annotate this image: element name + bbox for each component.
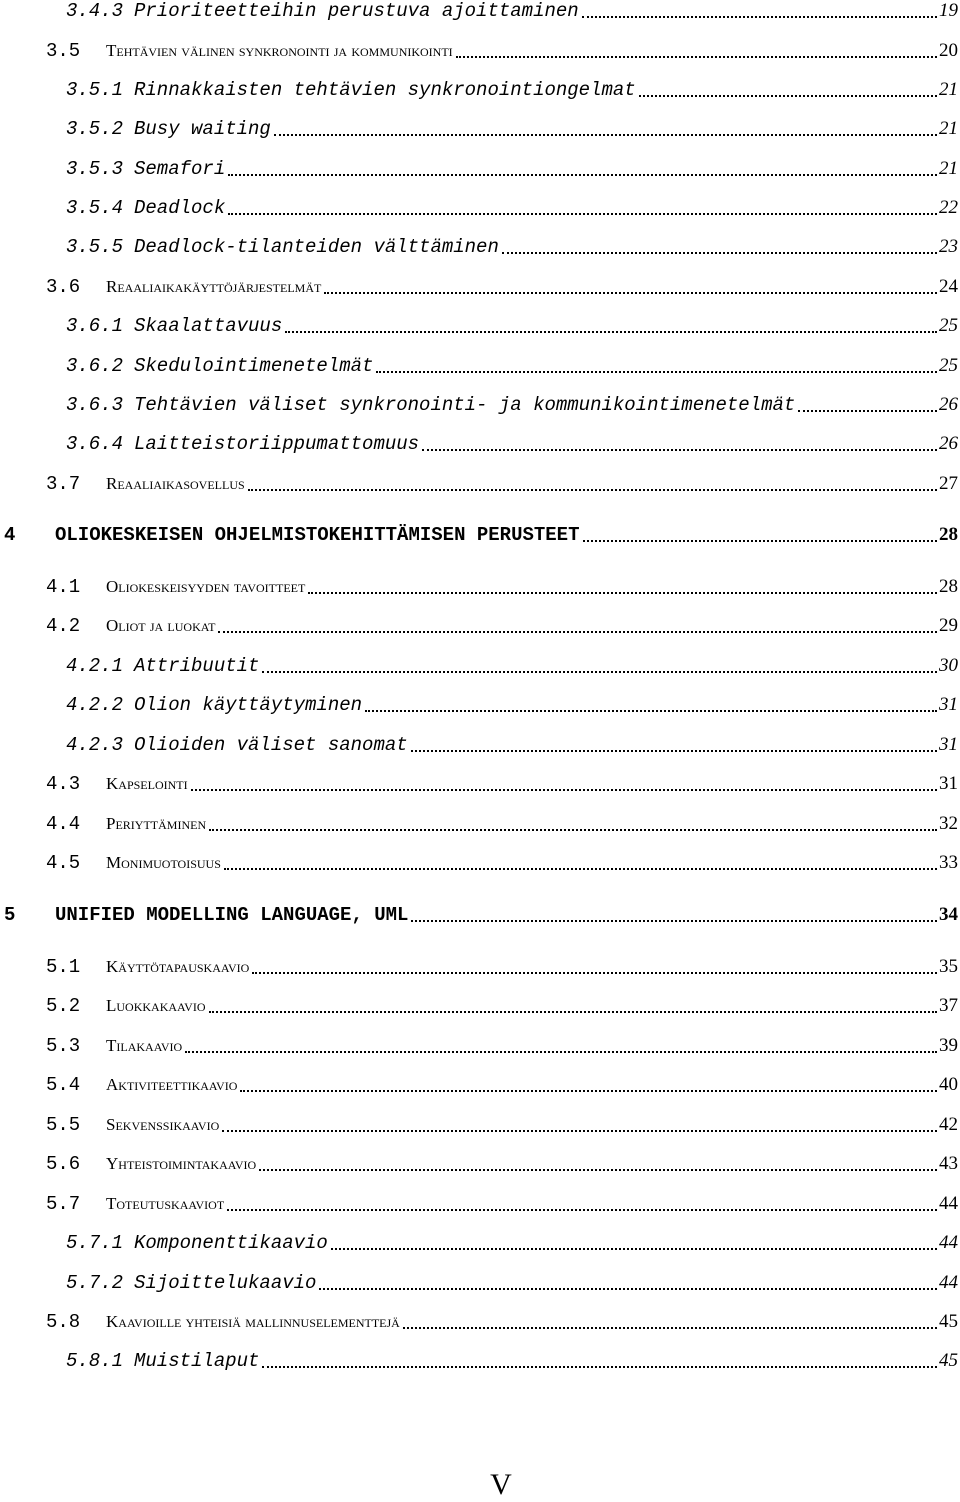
toc-dot-leader bbox=[259, 1169, 937, 1171]
toc-entry[interactable] bbox=[0, 686, 958, 716]
toc-entry-title: Oliokeskeisyyden tavoitteet bbox=[106, 577, 306, 596]
toc-entry-title: Muistilaput bbox=[134, 1350, 260, 1372]
toc-entry-title: Komponenttikaavio bbox=[134, 1232, 328, 1254]
toc-entry-title: Skedulointimenetelmät bbox=[134, 355, 374, 377]
toc-entry[interactable] bbox=[0, 896, 958, 926]
toc-entry-number: 5.5 bbox=[46, 1114, 81, 1136]
toc-entry-number: 5.1 bbox=[46, 956, 81, 978]
toc-dot-leader bbox=[227, 1209, 937, 1211]
toc-entry-number: 5.8 bbox=[46, 1311, 81, 1333]
toc-entry-title: Periyttäminen bbox=[106, 814, 207, 833]
toc-entry-page: 19 bbox=[939, 0, 958, 21]
toc-entry-page: 23 bbox=[939, 236, 958, 257]
toc-dot-leader bbox=[248, 489, 937, 491]
toc-entry[interactable] bbox=[0, 1027, 958, 1057]
toc-entry-number: 3.5.5 bbox=[66, 236, 124, 258]
toc-entry[interactable] bbox=[0, 1303, 958, 1333]
toc-entry-number: 3.6.1 bbox=[66, 315, 124, 337]
toc-entry-number: 5.3 bbox=[46, 1035, 81, 1057]
toc-entry-number: 4 bbox=[4, 524, 16, 546]
toc-dot-leader bbox=[798, 410, 937, 412]
toc-entry-number: 3.4.3 bbox=[66, 0, 124, 22]
toc-entry-page: 39 bbox=[939, 1035, 958, 1056]
toc-entry[interactable] bbox=[0, 425, 958, 455]
toc-entry-number: 5.2 bbox=[46, 995, 81, 1017]
toc-entry-page: 22 bbox=[939, 197, 958, 218]
toc-dot-leader bbox=[228, 174, 937, 176]
toc-entry-page: 28 bbox=[939, 524, 958, 545]
toc-dot-leader bbox=[411, 920, 937, 922]
toc-dot-leader bbox=[403, 1327, 937, 1329]
toc-entry-title: Toteutuskaaviot bbox=[106, 1194, 225, 1213]
toc-entry-number: 3.6.2 bbox=[66, 355, 124, 377]
toc-entry-title: UNIFIED MODELLING LANGUAGE, UML bbox=[55, 904, 409, 926]
toc-entry-title: Luokkakaavio bbox=[106, 996, 206, 1015]
toc-entry-number: 5.4 bbox=[46, 1074, 81, 1096]
toc-entry-title: Aktiviteettikaavio bbox=[106, 1075, 238, 1094]
toc-entry-number: 5.7.1 bbox=[66, 1232, 124, 1254]
toc-entry-page: 33 bbox=[939, 852, 958, 873]
toc-entry[interactable] bbox=[0, 647, 958, 677]
toc-entry[interactable] bbox=[0, 268, 958, 298]
toc-entry-page: 44 bbox=[939, 1272, 958, 1293]
toc-entry-number: 3.5.2 bbox=[66, 118, 124, 140]
toc-entry-page: 43 bbox=[939, 1153, 958, 1174]
page-number: V bbox=[490, 1468, 512, 1501]
toc-entry[interactable] bbox=[0, 386, 958, 416]
toc-entry-page: 37 bbox=[939, 995, 958, 1016]
toc-entry-number: 3.7 bbox=[46, 473, 81, 495]
toc-entry-number: 3.5.3 bbox=[66, 158, 124, 180]
toc-entry-title: Sekvenssikaavio bbox=[106, 1115, 220, 1134]
toc-entry[interactable] bbox=[0, 150, 958, 180]
toc-entry-title: Prioriteetteihin perustuva ajoittaminen bbox=[134, 0, 579, 22]
toc-entry[interactable] bbox=[0, 1185, 958, 1215]
toc-dot-leader bbox=[422, 449, 937, 451]
toc-entry-title: Skaalattavuus bbox=[134, 315, 283, 337]
toc-entry-page: 26 bbox=[939, 433, 958, 454]
toc-entry[interactable] bbox=[0, 948, 958, 978]
toc-entry-page: 44 bbox=[939, 1193, 958, 1214]
toc-entry-number: 4.4 bbox=[46, 813, 81, 835]
toc-entry-title: Yhteistoimintakaavio bbox=[106, 1154, 257, 1173]
toc-entry-number: 3.5.4 bbox=[66, 197, 124, 219]
toc-entry-title: Oliot ja luokat bbox=[106, 616, 216, 635]
toc-dot-leader bbox=[365, 710, 937, 712]
toc-entry-page: 24 bbox=[939, 276, 958, 297]
toc-entry-number: 3.6.3 bbox=[66, 394, 124, 416]
toc-entry[interactable] bbox=[0, 0, 958, 22]
toc-dot-leader bbox=[456, 56, 937, 58]
toc-entry-number: 3.5 bbox=[46, 40, 81, 62]
toc-entry-number: 4.2 bbox=[46, 615, 81, 637]
toc-entry-page: 26 bbox=[939, 394, 958, 415]
toc-dot-leader bbox=[582, 16, 937, 18]
toc-entry-page: 25 bbox=[939, 315, 958, 336]
toc-entry[interactable] bbox=[0, 568, 958, 598]
toc-entry[interactable] bbox=[0, 805, 958, 835]
toc-entry[interactable] bbox=[0, 347, 958, 377]
toc-dot-leader bbox=[262, 671, 937, 673]
toc-dot-leader bbox=[185, 1051, 937, 1053]
toc-entry-page: 32 bbox=[939, 813, 958, 834]
toc-entry-page: 45 bbox=[939, 1311, 958, 1332]
toc-entry-title: Kaavioille yhteisiä mallinnuselementtejä bbox=[106, 1312, 400, 1331]
toc-dot-leader bbox=[285, 331, 937, 333]
toc-entry-page: 45 bbox=[939, 1350, 958, 1371]
toc-entry-title: Tehtävien välinen synkronointi ja kommunikointi bbox=[106, 41, 453, 60]
toc-dot-leader bbox=[252, 972, 937, 974]
toc-entry-number: 4.3 bbox=[46, 773, 81, 795]
toc-entry[interactable] bbox=[0, 1066, 958, 1096]
toc-entry-number: 3.5.1 bbox=[66, 79, 124, 101]
toc-dot-leader bbox=[324, 292, 937, 294]
toc-dot-leader bbox=[639, 95, 937, 97]
toc-entry-page: 30 bbox=[939, 655, 958, 676]
toc-entry-title: Monimuotoisuus bbox=[106, 853, 221, 872]
toc-entry-number: 4.2.3 bbox=[66, 734, 124, 756]
toc-dot-leader bbox=[376, 371, 937, 373]
toc-entry-page: 29 bbox=[939, 615, 958, 636]
toc-entry-page: 21 bbox=[939, 118, 958, 139]
toc-entry[interactable] bbox=[0, 465, 958, 495]
toc-entry-number: 5.7.2 bbox=[66, 1272, 124, 1294]
toc-entry-page: 35 bbox=[939, 956, 958, 977]
toc-entry-title: Sijoittelukaavio bbox=[134, 1272, 317, 1294]
toc-entry-page: 21 bbox=[939, 158, 958, 179]
toc-dot-leader bbox=[222, 1130, 937, 1132]
toc-entry[interactable] bbox=[0, 1106, 958, 1136]
toc-entry-page: 44 bbox=[939, 1232, 958, 1253]
toc-entry-title: Tilakaavio bbox=[106, 1036, 183, 1055]
toc-dot-leader bbox=[274, 134, 937, 136]
toc-entry-page: 25 bbox=[939, 355, 958, 376]
toc-entry-title: OLIOKESKEISEN OHJELMISTOKEHITTÄMISEN PERUSTEET bbox=[55, 524, 580, 546]
toc-dot-leader bbox=[209, 829, 937, 831]
toc-entry-number: 3.6 bbox=[46, 276, 81, 298]
toc-entry-number: 5.8.1 bbox=[66, 1350, 124, 1372]
toc-dot-leader bbox=[218, 631, 937, 633]
toc-entry-page: 31 bbox=[939, 773, 958, 794]
toc-entry-number: 5.6 bbox=[46, 1153, 81, 1175]
toc-entry[interactable] bbox=[0, 1264, 958, 1294]
toc-entry-number: 4.1 bbox=[46, 576, 81, 598]
toc-entry[interactable] bbox=[0, 1224, 958, 1254]
toc-entry[interactable] bbox=[0, 189, 958, 219]
toc-entry-title: Tehtävien väliset synkronointi- ja kommunikointimenetelmät bbox=[134, 394, 796, 416]
toc-entry-page: 40 bbox=[939, 1074, 958, 1095]
toc-entry-title: Käyttötapauskaavio bbox=[106, 957, 250, 976]
toc-entry-title: Busy waiting bbox=[134, 118, 271, 140]
toc-entry-number: 5 bbox=[4, 904, 16, 926]
toc-entry-title: Deadlock-tilanteiden välttäminen bbox=[134, 236, 499, 258]
toc-entry[interactable] bbox=[0, 110, 958, 140]
toc-entry[interactable] bbox=[0, 228, 958, 258]
toc-entry-number: 3.6.4 bbox=[66, 433, 124, 455]
toc-dot-leader bbox=[240, 1090, 937, 1092]
toc-entry[interactable] bbox=[0, 607, 958, 637]
toc-dot-leader bbox=[209, 1011, 938, 1013]
toc-entry[interactable] bbox=[0, 1145, 958, 1175]
toc-dot-leader bbox=[308, 592, 937, 594]
toc-entry-page: 34 bbox=[939, 904, 958, 925]
toc-entry-page: 42 bbox=[939, 1114, 958, 1135]
toc-entry[interactable] bbox=[0, 71, 958, 101]
toc-dot-leader bbox=[411, 750, 937, 752]
toc-entry-title: Reaaliaikasovellus bbox=[106, 474, 245, 493]
toc-dot-leader bbox=[228, 213, 937, 215]
toc-entry[interactable] bbox=[0, 765, 958, 795]
toc-dot-leader bbox=[502, 252, 937, 254]
toc-entry[interactable] bbox=[0, 726, 958, 756]
toc-entry-title: Olion käyttäytyminen bbox=[134, 694, 363, 716]
toc-entry-page: 31 bbox=[939, 734, 958, 755]
toc-entry-number: 4.2.2 bbox=[66, 694, 124, 716]
toc-entry-title: Rinnakkaisten tehtävien synkronointiongelmat bbox=[134, 79, 636, 101]
toc-entry[interactable] bbox=[0, 1342, 958, 1372]
toc-entry-title: Semafori bbox=[134, 158, 226, 180]
toc-dot-leader bbox=[583, 540, 938, 542]
toc-entry-title: Olioiden väliset sanomat bbox=[134, 734, 408, 756]
toc-entry-title: Deadlock bbox=[134, 197, 226, 219]
toc-entry[interactable] bbox=[0, 307, 958, 337]
toc-entry-number: 5.7 bbox=[46, 1193, 81, 1215]
toc-entry-number: 4.5 bbox=[46, 852, 81, 874]
toc-entry-title: Attribuutit bbox=[134, 655, 260, 677]
toc-entry-title: Kapselointi bbox=[106, 774, 188, 793]
toc-entry-title: Laitteistoriippumattomuus bbox=[134, 433, 420, 455]
toc-entry-number: 4.2.1 bbox=[66, 655, 124, 677]
toc-dot-leader bbox=[319, 1288, 937, 1290]
toc-dot-leader bbox=[224, 868, 937, 870]
toc-dot-leader bbox=[262, 1366, 937, 1368]
toc-dot-leader bbox=[191, 789, 937, 791]
toc-entry-title: Reaaliaikakäyttöjärjestelmät bbox=[106, 277, 322, 296]
toc-entry-page: 20 bbox=[939, 40, 958, 61]
toc-entry[interactable] bbox=[0, 844, 958, 874]
toc-entry-page: 31 bbox=[939, 694, 958, 715]
toc-entry[interactable] bbox=[0, 32, 958, 62]
toc-entry-page: 28 bbox=[939, 576, 958, 597]
toc-entry[interactable] bbox=[0, 987, 958, 1017]
toc-dot-leader bbox=[331, 1248, 937, 1250]
toc-entry[interactable] bbox=[0, 516, 958, 546]
toc-entry-page: 27 bbox=[939, 473, 958, 494]
toc-entry-page: 21 bbox=[939, 79, 958, 100]
